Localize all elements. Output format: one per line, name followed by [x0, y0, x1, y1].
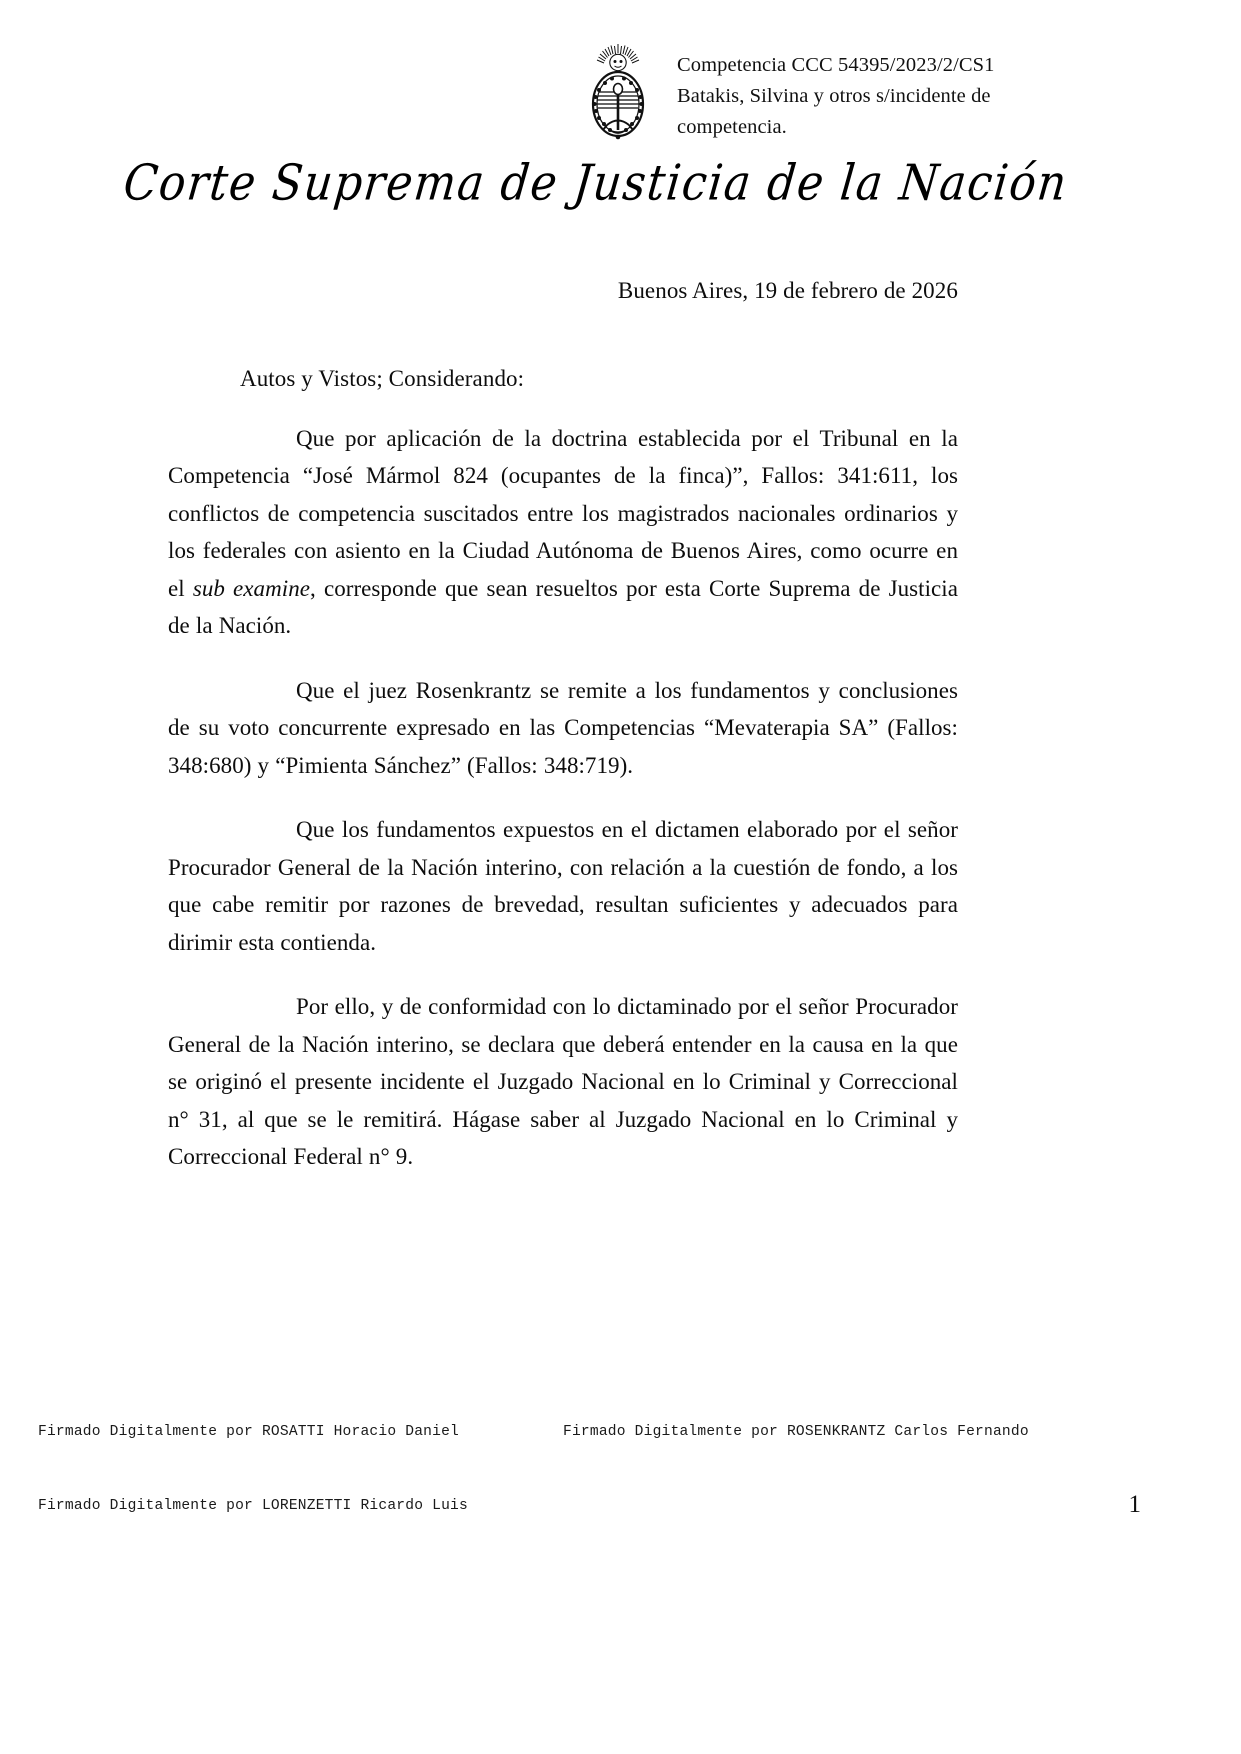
case-caption-line-3: competencia. — [677, 116, 787, 139]
document-header — [0, 40, 1241, 146]
signature-row — [38, 1424, 1203, 1440]
case-caption-line-2: Batakis, Silvina y otros s/incidente de — [677, 85, 991, 108]
dateline: Buenos Aires, 19 de febrero de 2026 — [617, 278, 958, 303]
page-number: 1 — [1128, 1491, 1141, 1518]
signature-rosatti: Firmado Digitalmente por ROSATTI Horacio Daniel — [38, 1424, 460, 1440]
signature-lorenzetti: Firmado Digitalmente por LORENZETTI Ricardo Luis — [38, 1498, 468, 1514]
argentina-coat-of-arms-icon — [585, 42, 651, 146]
digital-signature-block — [38, 1424, 1203, 1514]
opening-statement: Autos y Vistos; Considerando: — [240, 366, 525, 391]
paragraph-considerando-3: Que los fundamentos expuestos en el dictamen elaborado por el señor Procurador General de la Nación interino, con relación a la cuestión de fondo, a los que cabe remitir por razones de brevedad, resultan suficientes y adecuados para dirimir esta contienda. — [168, 817, 958, 955]
paragraph-resolucion: Por ello, y de conformidad con lo dictaminado por el señor Procurador General de la Nación interino, se declara que deberá entender en la causa en la que se originó el presente incidente el Juzgado Nacional en lo Criminal y Correccional n° 31, al que se le remitirá. Hágase saber al Juzgado Nacional en lo Criminal y Correccional Federal n° 9. — [168, 994, 958, 1170]
signature-row — [38, 1498, 1203, 1514]
document-body — [168, 278, 958, 1176]
signature-empty — [563, 1498, 1203, 1514]
paragraph-considerando-2: Que el juez Rosenkrantz se remite a los fundamentos y conclusiones de su voto concurrente expresado en las Competencias “Mevaterapia SA” (Fallos: 348:680) y “Pimienta Sánchez” (Fallos: 348:719). — [168, 677, 958, 778]
court-title — [0, 154, 1241, 213]
paragraph-considerando-1: Que por aplicación de la doctrina establecida por el Tribunal en la Competencia “José Mármol 824 (ocupantes de la finca)”, Fallos: 341:611, los conflictos de competencia suscitados entre los magistrados nacionales ordinarios y los federales con asiento en la Ciudad Autónoma de Buenos Aires, como ocurre en el sub examine, corresponde que sean resueltos por esta Corte Suprema de Justicia de la Nación. — [168, 426, 958, 639]
court-title-text: Corte Suprema de Justicia de la Nación — [120, 154, 1071, 213]
case-caption — [677, 40, 995, 146]
signature-rosenkrantz: Firmado Digitalmente por ROSENKRANTZ Carlos Fernando — [563, 1424, 1029, 1440]
case-caption-line-1: Competencia CCC 54395/2023/2/CS1 — [677, 54, 995, 76]
